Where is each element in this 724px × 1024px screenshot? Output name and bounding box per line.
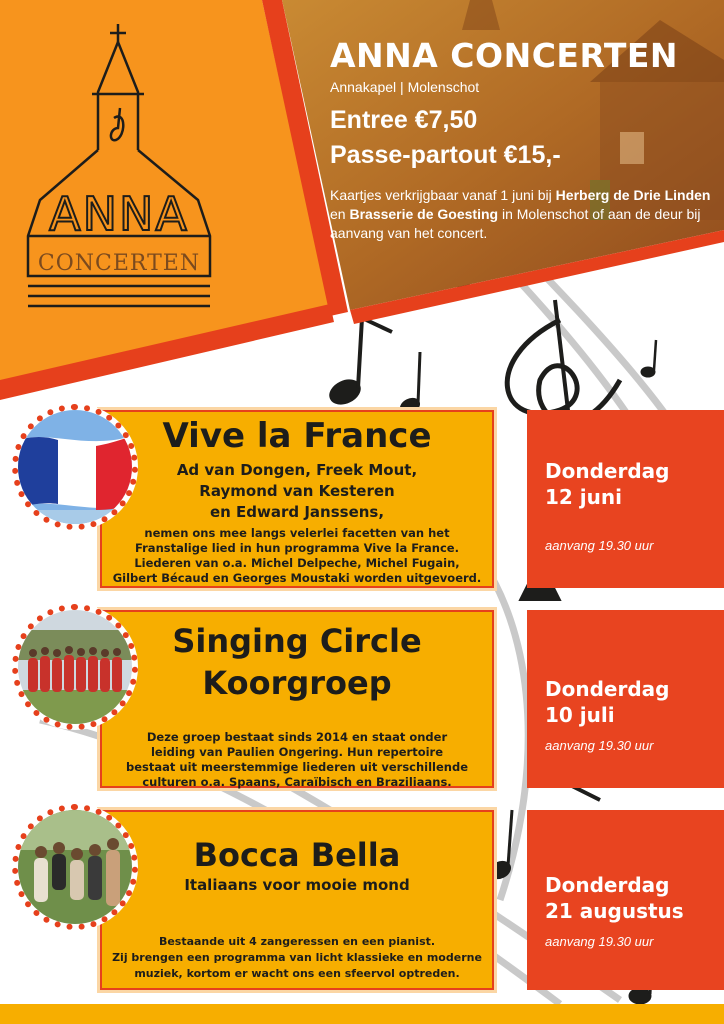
date-text	[545, 872, 684, 924]
description-line: muziek, kortom er wacht ons een sfeervol optreden.	[134, 967, 460, 980]
description-line: nemen ons mee langs velerlei facetten van het	[144, 526, 450, 540]
date-day: Donderdag	[545, 873, 670, 897]
description-line: culturen o.a. Spaans, Caraïbisch en Braziliaans.	[142, 775, 452, 789]
performers-line: en Edward Janssens,	[209, 503, 385, 521]
concert-description	[102, 934, 492, 982]
tickets-pre: Kaartjes verkrijgbaar vanaf 1 juni bij	[330, 187, 556, 203]
logo-concerten-word: CONCERTEN	[37, 251, 201, 276]
description-line: Deze groep bestaat sinds 2014 en staat onder	[146, 730, 448, 744]
description-line: Bestaande uit 4 zangeressen en een pianist.	[158, 935, 436, 948]
tickets-venue-herberg: Herberg de Drie Linden	[555, 187, 711, 203]
concert-performers	[102, 460, 492, 523]
date-card-3	[527, 810, 724, 990]
concert-title-line: Koorgroep	[202, 664, 392, 702]
date-date: 21 augustus	[545, 899, 684, 923]
performers-line: Ad van Dongen, Freek Mout,	[176, 461, 418, 479]
description-line: leiding van Paulien Ongering. Hun repertoire	[150, 745, 444, 759]
description-line: Franstalige lied in hun programma Vive la France.	[135, 541, 459, 555]
logo-anna-word: ANNA	[49, 187, 189, 241]
bottom-bar	[0, 1004, 724, 1024]
tickets-venue-brasserie: Brasserie de Goesting	[349, 206, 499, 222]
passe-partout-price: Passe-partout €15,-	[330, 141, 561, 169]
concert-subtitle: Italiaans voor mooie mond	[184, 876, 410, 894]
description-line: Gilbert Bécaud en Georges Moustaki worden uitgevoerd.	[112, 571, 482, 585]
concert-description	[102, 526, 492, 586]
date-text	[545, 458, 669, 510]
date-date: 12 juni	[545, 485, 622, 509]
concert-title: Bocca Bella	[193, 836, 401, 874]
description-line: bestaat uit meerstemmige liederen uit verschillende	[125, 760, 469, 774]
description-line: Liederen van o.a. Michel Delpeche, Michel Fugain,	[134, 556, 460, 570]
concert-title	[102, 620, 492, 704]
concert-title: Vive la France	[162, 416, 432, 456]
header-title: ANNA CONCERTEN	[330, 36, 679, 75]
date-card-1	[527, 410, 724, 588]
date-text	[545, 676, 669, 728]
description-line: Zij brengen een programma van licht klassieke en moderne	[112, 951, 482, 964]
singers-group-photo	[12, 804, 138, 930]
date-card-2	[527, 610, 724, 788]
choir-group-photo	[12, 604, 138, 730]
start-time: aanvang 19.30 uur	[545, 538, 654, 553]
concert-title-line: Singing Circle	[172, 622, 422, 660]
concert-card-vive-la-france	[100, 410, 494, 588]
concert-card-bocca-bella	[100, 810, 494, 990]
header-location: Annakapel | Molenschot	[330, 79, 480, 95]
start-time: aanvang 19.30 uur	[545, 934, 654, 949]
date-date: 10 juli	[545, 703, 615, 727]
tickets-mid: en	[330, 206, 350, 222]
entree-price: Entree €7,50	[330, 106, 478, 134]
tickets-post: in Molenschot of aan de deur bij aanvang van het concert.	[330, 206, 701, 241]
concert-card-singing-circle	[100, 610, 494, 788]
date-day: Donderdag	[545, 677, 670, 701]
concert-description	[102, 730, 492, 790]
tickets-info	[330, 186, 720, 243]
start-time: aanvang 19.30 uur	[545, 738, 654, 753]
french-flag-photo	[12, 404, 138, 530]
date-day: Donderdag	[545, 459, 670, 483]
performers-line: Raymond van Kesteren	[199, 482, 395, 500]
